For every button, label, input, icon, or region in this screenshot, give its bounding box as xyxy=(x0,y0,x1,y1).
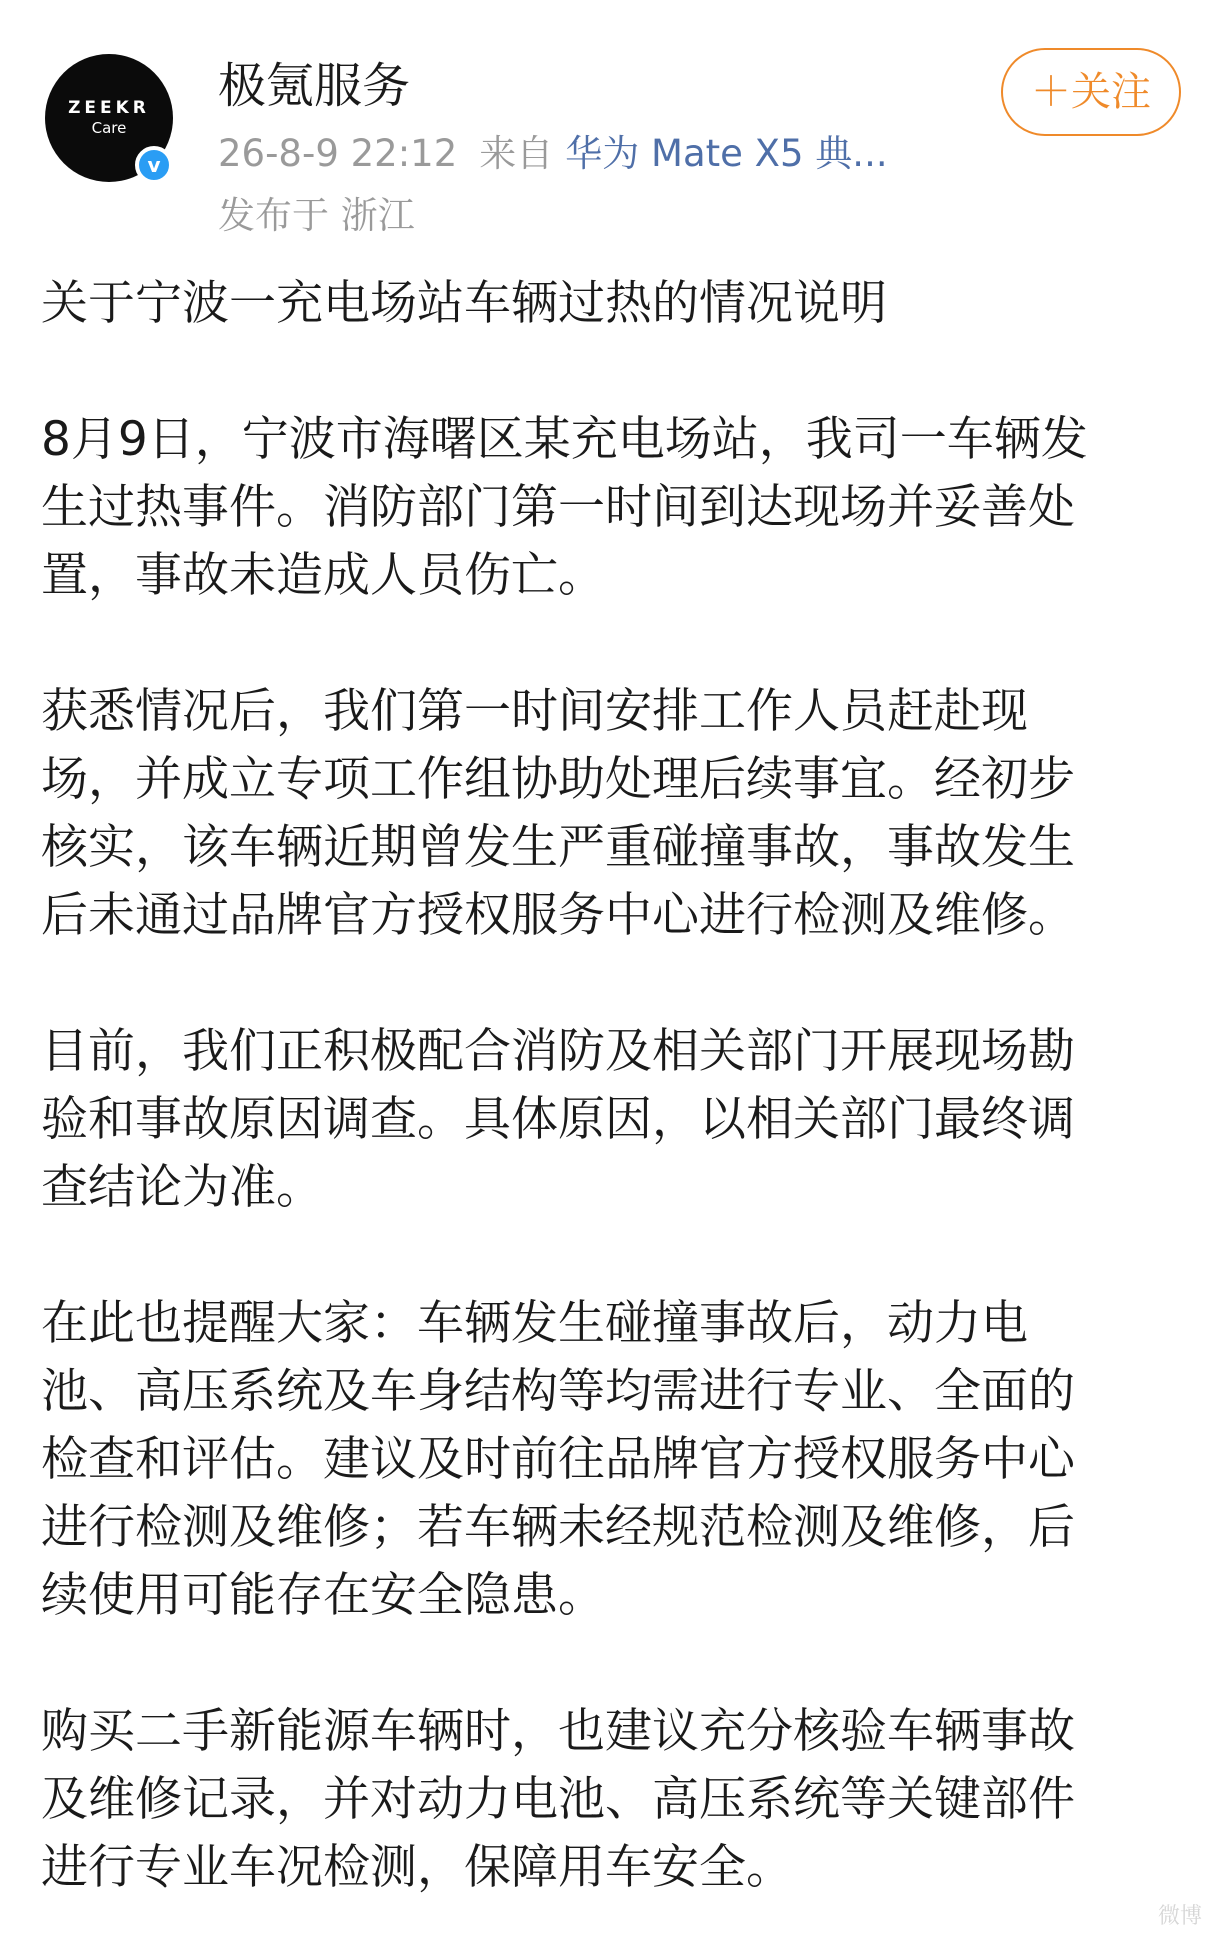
source-label: 来自 xyxy=(479,132,554,175)
paragraph-line: 8月9日，宁波市海曙区某充电场站，我司一车辆发 xyxy=(41,412,1088,467)
verified-badge-icon: v xyxy=(135,146,173,184)
paragraph-line: 及维修记录，并对动力电池、高压系统等关键部件 xyxy=(41,1772,1075,1827)
paragraph-line: 生过热事件。消防部门第一时间到达现场并妥善处 xyxy=(41,480,1075,535)
device-link[interactable]: 华为 Mate X5 典... xyxy=(565,132,888,175)
paragraph-line: 置，事故未造成人员伤亡。 xyxy=(41,548,605,603)
post-header xyxy=(0,0,1224,260)
post-paragraph xyxy=(41,406,1181,610)
paragraph-line: 验和事故原因调查。具体原因，以相关部门最终调 xyxy=(41,1092,1075,1147)
paragraph-line: 获悉情况后，我们第一时间安排工作人员赶赴现 xyxy=(41,684,1028,739)
post-location: 发布于 浙江 xyxy=(218,194,415,237)
post-title: 关于宁波一充电场站车辆过热的情况说明 xyxy=(41,276,887,331)
paragraph-line: 购买二手新能源车辆时，也建议充分核验车辆事故 xyxy=(41,1704,1075,1759)
paragraph-line: 进行检测及维修；若车辆未经规范检测及维修，后 xyxy=(41,1500,1075,1555)
avatar-brand-text: ZEEKR xyxy=(68,98,150,118)
watermark: 微博 xyxy=(1157,1904,1202,1929)
post-body xyxy=(41,270,1181,1902)
paragraph-line: 后未通过品牌官方授权服务中心进行检测及维修。 xyxy=(41,888,1075,943)
avatar[interactable] xyxy=(45,54,175,184)
paragraph-line: 查结论为准。 xyxy=(41,1160,323,1215)
account-name[interactable]: 极氪服务 xyxy=(218,58,411,114)
post-meta xyxy=(218,130,888,178)
post-paragraph xyxy=(41,1698,1181,1902)
paragraph-line: 进行专业车况检测，保障用车安全。 xyxy=(41,1840,793,1895)
paragraph-line: 场，并成立专项工作组协助处理后续事宜。经初步 xyxy=(41,752,1075,807)
post-paragraph xyxy=(41,1290,1181,1630)
paragraph-line: 续使用可能存在安全隐患。 xyxy=(41,1568,605,1623)
post-paragraph xyxy=(41,678,1181,950)
post-timestamp: 26-8-9 22:12 xyxy=(218,132,458,175)
paragraph-line: 核实，该车辆近期曾发生严重碰撞事故，事故发生 xyxy=(41,820,1075,875)
paragraph-line: 目前，我们正积极配合消防及相关部门开展现场勘 xyxy=(41,1024,1075,1079)
paragraph-line: 检查和评估。建议及时前往品牌官方授权服务中心 xyxy=(41,1432,1075,1487)
follow-button[interactable]: ＋关注 xyxy=(1001,48,1181,136)
paragraph-line: 池、高压系统及车身结构等均需进行专业、全面的 xyxy=(41,1364,1075,1419)
avatar-sub-text: Care xyxy=(91,119,127,137)
post-paragraph xyxy=(41,1018,1181,1222)
paragraph-line: 在此也提醒大家：车辆发生碰撞事故后，动力电 xyxy=(41,1296,1028,1351)
